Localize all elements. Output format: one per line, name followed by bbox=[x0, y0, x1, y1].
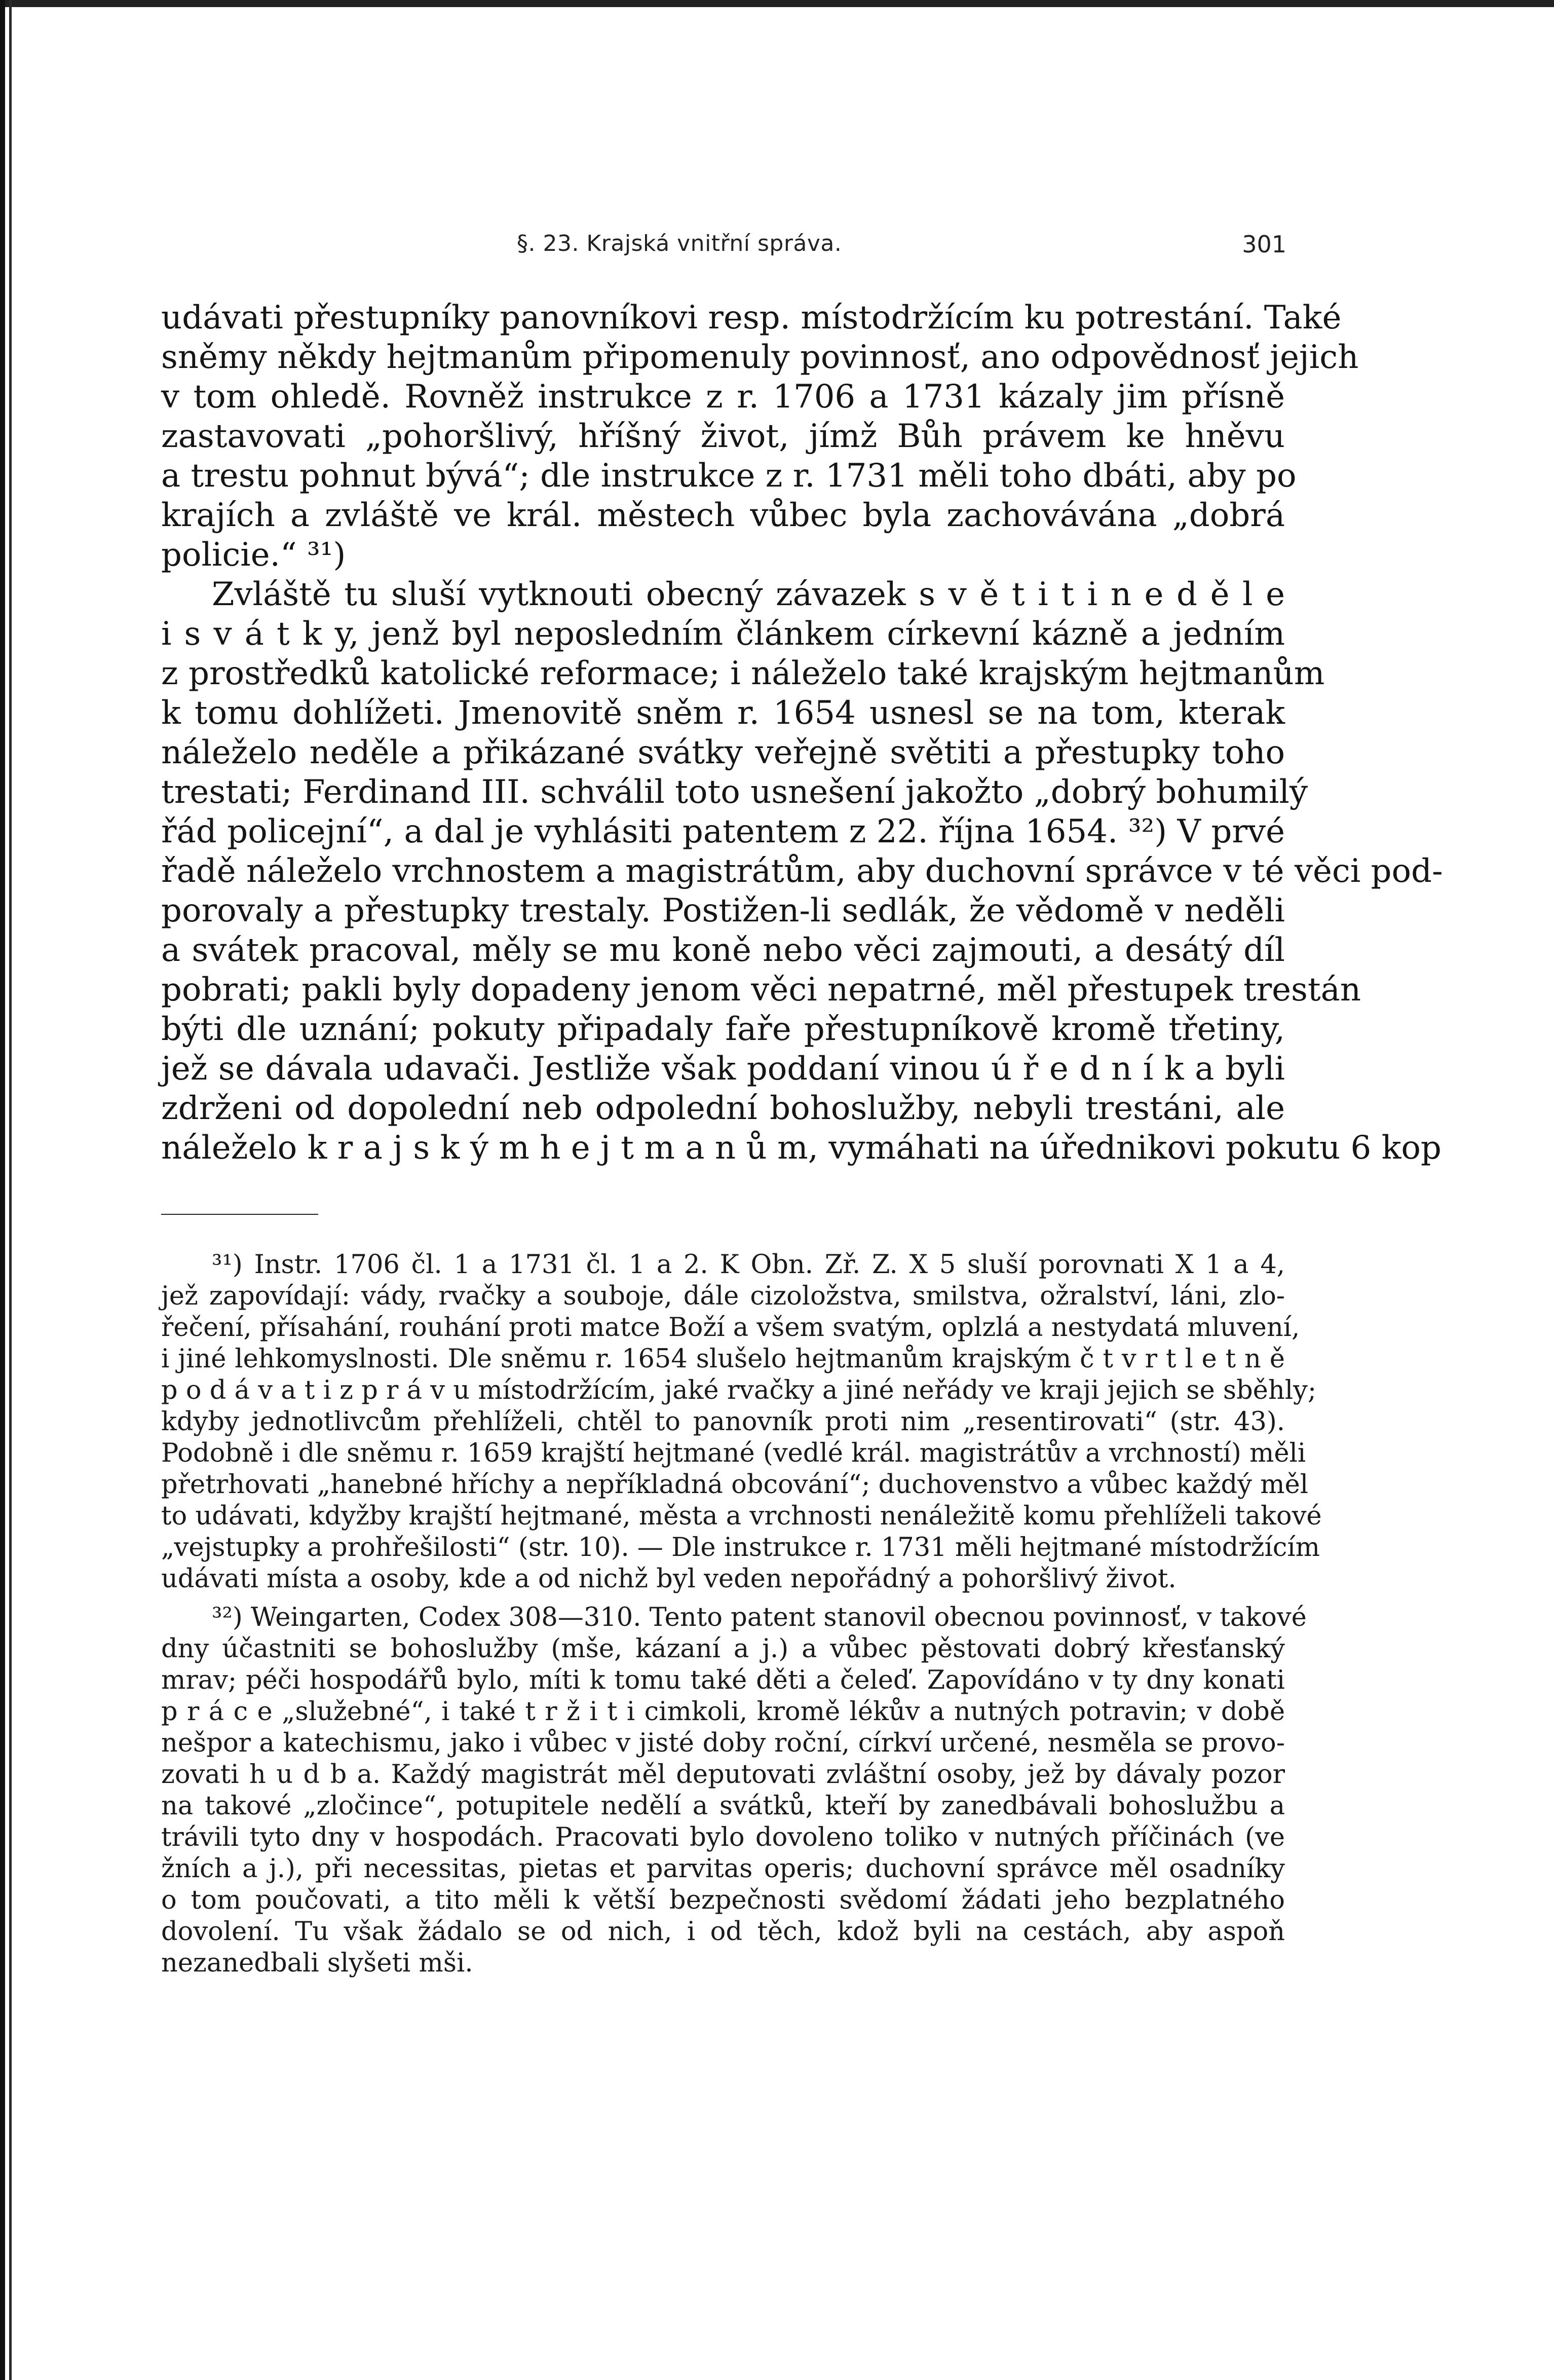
body-line: náleželo neděle a přikázané svátky veřejně světiti a přestupky toho bbox=[161, 734, 1285, 771]
body-line: v tom ohledě. Rovněž instrukce z r. 1706 a 1731 kázaly jim přísně bbox=[161, 378, 1285, 416]
footnote-line: p o d á v a t i z p r á v u místodržícím, jaké rvačky a jiné neřády ve kraji jejich se sběhly; bbox=[161, 1375, 1317, 1405]
footnote-line: udávati místa a osoby, kde a od nichž byl veden nepořádný a pohoršlivý život. bbox=[161, 1564, 1177, 1594]
footnote-rule bbox=[161, 1214, 318, 1215]
footnote-line: Podobně i dle sněmu r. 1659 krajští hejtmané (vedlé král. magistrátův a vrchností) měli bbox=[161, 1438, 1306, 1468]
body-line: náleželo k r a j s k ý m h e j t m a n ů m, vymáhati na úřednikovi pokutu 6 kop bbox=[161, 1129, 1442, 1167]
body-line: udávati přestupníky panovníkovi resp. místodržícím ku potrestání. Také bbox=[161, 299, 1342, 337]
footnote-line: na takové „zločince“, potupitele nedělí a svátků, kteří by zanedbávali bohoslužbu a bbox=[161, 1791, 1285, 1821]
footnote-line: o tom poučovati, a tito měli k větší bezpečnosti svědomí žádati jeho bezplatného bbox=[161, 1885, 1285, 1915]
footnote-line: trávili tyto dny v hospodách. Pracovati bylo dovoleno toliko v nutných příčinách (ve bbox=[161, 1823, 1285, 1852]
body-line: zdrženi od dopolední neb odpolední bohoslužby, nebyli trestáni, ale bbox=[161, 1090, 1285, 1127]
footnote-line: ³²) Weingarten, Codex 308—310. Tento patent stanovil obecnou povinnosť, v takové bbox=[212, 1603, 1307, 1632]
body-line: řád policejní“, a dal je vyhlásiti patentem z 22. října 1654. ³²) V prvé bbox=[161, 813, 1285, 850]
body-line: k tomu dohlížeti. Jmenovitě sněm r. 1654 usnesl se na tom, kterak bbox=[161, 694, 1285, 732]
footnote-line: jež zapovídají: vády, rvačky a souboje, dále cizoložstva, smilstva, ožralství, láni, zlo- bbox=[161, 1281, 1285, 1311]
footnote-line: nezanedbali slyšeti mši. bbox=[161, 1948, 473, 1978]
running-head: §. 23. Krajská vnitřní správa. bbox=[517, 231, 842, 256]
footnote-line: dny účastniti se bohoslužby (mše, kázaní a j.) a vůbec pěstovati dobrý křesťanský bbox=[161, 1634, 1285, 1664]
footnote-gap bbox=[161, 1595, 1285, 1602]
page-number: 301 bbox=[1242, 231, 1286, 258]
footnote-line: nešpor a katechismu, jako i vůbec v jisté doby roční, církví určené, nesměla se provo- bbox=[161, 1728, 1285, 1758]
footnote-line: „vejstupky a prohřešilosti“ (str. 10). — Dle instrukce r. 1731 měli hejtmané místodržícím bbox=[161, 1533, 1320, 1563]
footnote-line: přetrhovati „hanebné hříchy a nepříkladná obcování“; duchovenstvo a vůbec každý měl bbox=[161, 1470, 1309, 1500]
body-line: býti dle uznání; pokuty připadaly faře přestupníkově kromě třetiny, bbox=[161, 1011, 1285, 1048]
body-line: jež se dávala udavači. Jestliže však poddaní vinou ú ř e d n í k a byli bbox=[161, 1050, 1285, 1088]
body-line: z prostředků katolické reformace; i náleželo také krajským hejtmanům bbox=[161, 655, 1325, 692]
scan-top-edge bbox=[0, 0, 1554, 7]
footnote-line: ³¹) Instr. 1706 čl. 1 a 1731 čl. 1 a 2. K Obn. Zř. Z. X 5 sluší porovnati X 1 a 4, bbox=[212, 1250, 1285, 1280]
footnote-line: mrav; péči hospodářů bylo, míti k tomu také děti a čeleď. Zapovídáno v ty dny konati bbox=[161, 1665, 1285, 1695]
footnote-line: to udávati, kdyžby krajští hejtmané, města a vrchnosti nenáležitě komu přehlíželi takové bbox=[161, 1501, 1322, 1531]
body-line: pobrati; pakli byly dopadeny jenom věci nepatrné, měl přestupek trestán bbox=[161, 971, 1361, 1009]
footnote-32 bbox=[161, 1602, 1307, 1979]
body-line: krajích a zvláště ve král. městech vůbec byla zachovávána „dobrá bbox=[161, 497, 1285, 534]
footnote-line: kdyby jednotlivcům přehlíželi, chtěl to panovník proti nim „resentirovati“ (str. 43). bbox=[161, 1407, 1285, 1437]
body-text bbox=[161, 298, 1443, 1168]
body-line: sněmy někdy hejtmanům připomenuly povinnosť, ano odpovědnosť jejich bbox=[161, 339, 1359, 376]
footnote-line: zovati h u d b a. Každý magistrát měl deputovati zvláštní osoby, jež by dávaly pozor bbox=[161, 1760, 1285, 1790]
footnotes bbox=[161, 1249, 1322, 1979]
body-line: i s v á t k y, jenž byl neposledním článkem církevní kázně a jedním bbox=[161, 615, 1285, 653]
body-line: trestati; Ferdinand III. schválil toto usnešení jakožto „dobrý bohumilý bbox=[161, 773, 1308, 811]
body-line: Zvláště tu sluší vytknouti obecný závazek s v ě t i t i n e d ě l e bbox=[212, 576, 1285, 613]
scan-left-edge bbox=[0, 0, 5, 2380]
body-line: policie.“ ³¹) bbox=[161, 536, 346, 574]
footnote-line: řečení, přísahání, rouhání proti matce Boží a všem svatým, oplzlá a nestydatá mluvení, bbox=[161, 1313, 1300, 1343]
body-line: a trestu pohnut bývá“; dle instrukce z r. 1731 měli toho dbáti, aby po bbox=[161, 457, 1297, 495]
body-line: porovaly a přestupky trestaly. Postižen-li sedlák, že vědomě v neděli bbox=[161, 892, 1285, 929]
scan-left-edge-inner bbox=[9, 0, 12, 2380]
body-line: a svátek pracoval, měly se mu koně nebo věci zajmouti, a desátý díl bbox=[161, 932, 1285, 969]
footnote-line: dovolení. Tu však žádalo se od nich, i od těch, kdož byli na cestách, aby aspoň bbox=[161, 1917, 1285, 1947]
footnote-line: i jiné lehkomyslnosti. Dle sněmu r. 1654 slušelo hejtmanům krajským č t v r t l e t n ě bbox=[161, 1344, 1285, 1374]
body-line: řadě náleželo vrchnostem a magistrátům, aby duchovní správce v té věci pod- bbox=[161, 852, 1443, 890]
footnote-line: p r á c e „služebné“, i také t r ž i t i cimkoli, kromě lékův a nutných potravin; v době bbox=[161, 1697, 1285, 1727]
body-line: zastavovati „pohoršlivý, hříšný život, jímž Bůh právem ke hněvu bbox=[161, 418, 1285, 455]
footnote-31 bbox=[161, 1249, 1322, 1595]
footnote-line: žních a j.), při necessitas, pietas et parvitas operis; duchovní správce měl osadníky bbox=[161, 1854, 1285, 1884]
